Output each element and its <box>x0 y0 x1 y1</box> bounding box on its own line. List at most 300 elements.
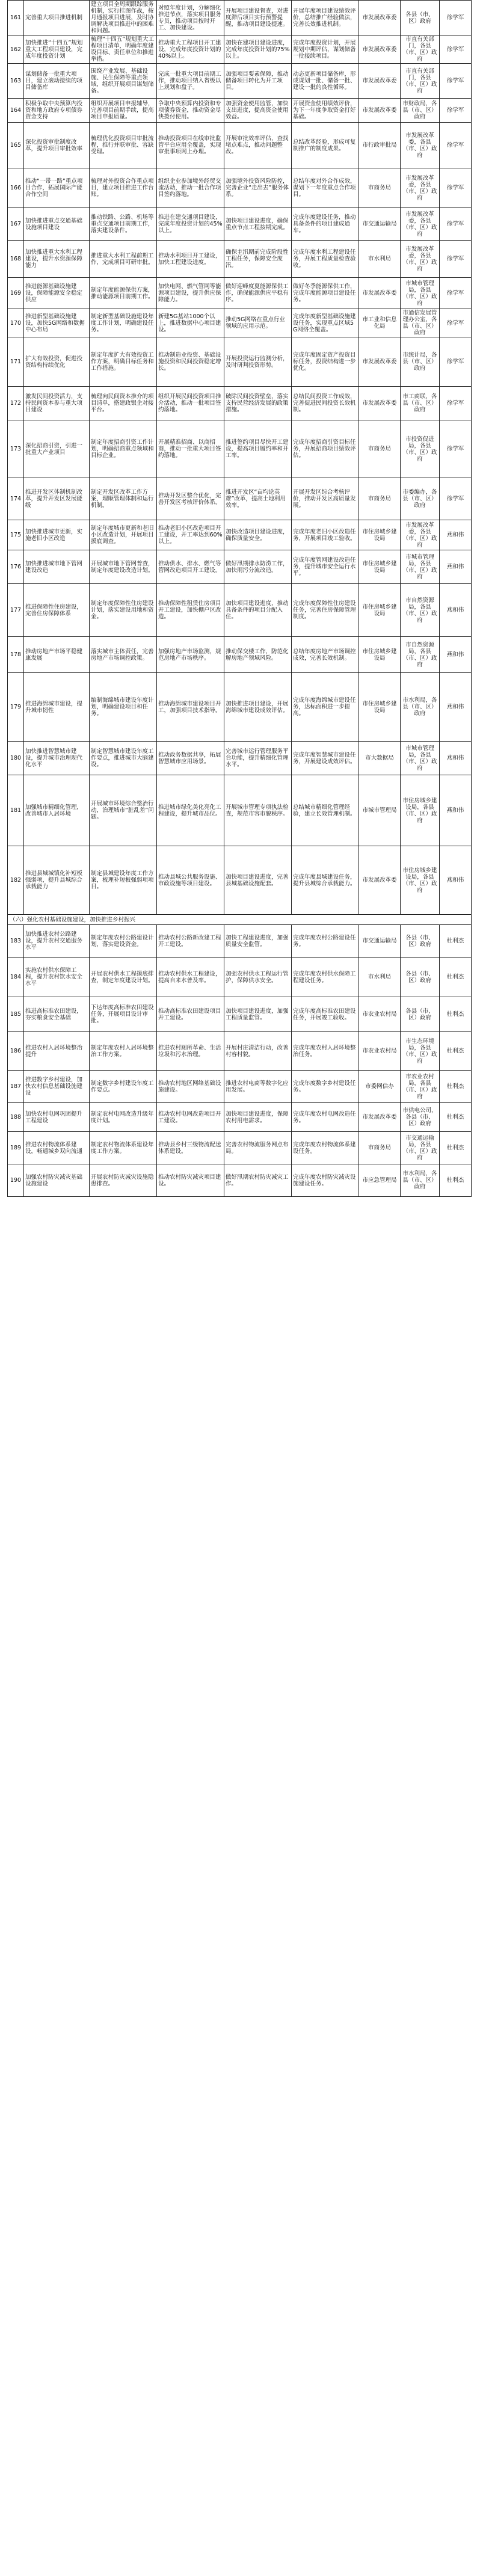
task-number: 179 <box>8 673 24 742</box>
milestone-q1: 制定数字乡村建设年度工作要点。 <box>90 1071 157 1103</box>
responsible-unit: 市农业农村局，各县（市、区）政府 <box>401 1071 440 1103</box>
table-row <box>8 1071 472 1103</box>
milestone-q1: 制定年度扩大有效投资工作方案，明确目标任务和工作措施。 <box>90 337 157 387</box>
milestone-q1: 制定年度农村人居环境整治工作方案。 <box>90 1032 157 1071</box>
table-row <box>8 584 472 637</box>
task-number: 182 <box>8 846 24 915</box>
milestone-q4: 完成年度建设任务，推动具备条件的项目建成通车。 <box>292 208 359 241</box>
milestone-q4: 完成年度管网建设改造任务，提升城市安全运行水平。 <box>292 550 359 584</box>
task-item: 扩大有效投资，促进投资结构持续优化 <box>24 337 90 387</box>
lead-unit: 市住房城乡建设局 <box>359 637 401 673</box>
milestone-q4: 完成年度数字乡村建设任务。 <box>292 1071 359 1103</box>
task-item: 推进新型基础设施建设，加快5G网络和数据中心布局 <box>24 309 90 337</box>
milestone-q4: 完成年度高标准农田建设任务，开展竣工验收。 <box>292 997 359 1032</box>
task-item: 加强农村防灾减灾基础设施建设 <box>24 1164 90 1197</box>
task-item: 推进能源基础设施建设，保障能源安全稳定供应 <box>24 278 90 309</box>
table-row <box>8 550 472 584</box>
task-number: 175 <box>8 520 24 550</box>
milestone-q3: 开展村庄清洁行动，改善村容村貌。 <box>224 1032 292 1071</box>
task-item: 谋划储备一批重大项目，建立滚动接续的项目储备库 <box>24 64 90 99</box>
milestone-q3: 推进签约项目尽快开工建设，提高项目履约率和开工率。 <box>224 420 292 478</box>
table-row <box>8 337 472 387</box>
milestone-q2: 推动农村供水工程建设，提高自来水普及率。 <box>157 958 224 997</box>
responsible-leader: 杜利杰 <box>440 997 472 1032</box>
lead-unit: 市城市管理局 <box>359 775 401 846</box>
milestone-q4: 动态更新项目储备库，形成谋划一批、储备一批、建设一批的良性循环。 <box>292 64 359 99</box>
milestone-q3: 加快工程建设进度，加强质量安全监管。 <box>224 925 292 958</box>
responsible-unit: 市供电公司，各县（市、区）政府 <box>401 1103 440 1132</box>
milestone-q2: 推动农村防灾减灾项目建设。 <box>157 1164 224 1197</box>
responsible-leader: 徐学军 <box>440 278 472 309</box>
milestone-q4: 开展资金使用绩效评价，为下一年度争取资金打好基础。 <box>292 99 359 123</box>
task-table-body-2 <box>8 925 472 1197</box>
milestone-q1: 制定年度城市更新和老旧小区改造计划，开展项目摸底调查。 <box>90 520 157 550</box>
milestone-q1: 组织开展项目申报辅导，完善项目前期手续，提高项目申报质量。 <box>90 99 157 123</box>
task-number: 168 <box>8 241 24 278</box>
responsible-unit: 市交通运输局，各县（市、区）政府 <box>401 1132 440 1164</box>
task-number: 173 <box>8 420 24 478</box>
milestone-q3: 加强农村供水工程运行管护，保障供水安全。 <box>224 958 292 997</box>
table-row <box>8 1 472 35</box>
milestone-q3: 破除民间投资壁垒，落实支持民营经济发展的政策措施。 <box>224 387 292 420</box>
milestone-q2: 推动高标准农田建设项目开工建设。 <box>157 997 224 1032</box>
responsible-leader: 燕和伟 <box>440 584 472 637</box>
milestone-q4: 完成年度水利工程建设任务，开展工程质量检查验收。 <box>292 241 359 278</box>
lead-unit: 市水利局 <box>359 958 401 997</box>
responsible-leader: 徐学军 <box>440 99 472 123</box>
task-number: 174 <box>8 478 24 520</box>
milestone-q1: 建立项目全周期跟踪服务机制，实行挂图作战，按月通报项目进展，及时协调解决项目推进中的困难和问题。 <box>90 1 157 35</box>
milestone-q4: 完成年度农村供水保障工程建设任务。 <box>292 958 359 997</box>
task-number: 172 <box>8 387 24 420</box>
milestone-q1: 开展农村防灾减灾设施隐患排查。 <box>90 1164 157 1197</box>
task-item: 推进保障性住房建设，完善住房保障体系 <box>24 584 90 637</box>
milestone-q1: 制定年度农村公路建设计划，落实建设资金。 <box>90 925 157 958</box>
responsible-unit: 市发展改革委，各县（市、区）政府 <box>401 208 440 241</box>
table-row <box>8 64 472 99</box>
milestone-q3: 做好汛期排水防涝工作，加快雨污分流改造。 <box>224 550 292 584</box>
milestone-q1: 梳理对外投资合作重点项目，建立项目推进工作台账。 <box>90 168 157 208</box>
task-item: 推动“一带一路”重点项目合作，拓展国际产能合作空间 <box>24 168 90 208</box>
task-item: 实施农村供水保障工程，提升农村饮水安全水平 <box>24 958 90 997</box>
table-row <box>8 309 472 337</box>
lead-unit: 市发展改革委 <box>359 64 401 99</box>
responsible-unit: 市通信发展管理办公室，各县（市、区）政府 <box>401 309 440 337</box>
task-number: 170 <box>8 309 24 337</box>
task-number: 176 <box>8 550 24 584</box>
milestone-q1: 开展城市环境综合整治行动，治理城市“脏乱差”问题。 <box>90 775 157 846</box>
table-row <box>8 1103 472 1132</box>
milestone-q2: 推动海绵城市建设项目开工，加强项目技术指导。 <box>157 673 224 742</box>
lead-unit: 市住房城乡建设局 <box>359 550 401 584</box>
lead-unit: 市交通运输局 <box>359 925 401 958</box>
responsible-unit: 市自然资源局，各县（市、区）政府 <box>401 584 440 637</box>
task-item: 加快农村电网巩固提升工程建设 <box>24 1103 90 1132</box>
milestone-q2: 推动农村公路新改建工程开工建设。 <box>157 925 224 958</box>
responsible-unit: 市投资促进局，各县（市、区）政府 <box>401 420 440 478</box>
lead-unit: 市工业和信息化局 <box>359 309 401 337</box>
task-item: 加快推进智慧城市建设，提升城市治理现代化水平 <box>24 742 90 775</box>
milestone-q4: 总结城市精细化管理经验，建立长效管理机制。 <box>292 775 359 846</box>
milestone-q1: 梳理向民间资本推介的项目清单，搭建政银企对接平台。 <box>90 387 157 420</box>
lead-unit: 市发展改革委 <box>359 99 401 123</box>
responsible-leader: 杜利杰 <box>440 1132 472 1164</box>
milestone-q3: 确保主汛期前完成阶段性工程任务，保障安全度汛。 <box>224 241 292 278</box>
milestone-q1: 制定年度能源保供方案，推动能源项目前期工作。 <box>90 278 157 309</box>
task-number: 188 <box>8 1103 24 1132</box>
milestone-q2: 推动供水、排水、燃气等管网改造项目开工建设。 <box>157 550 224 584</box>
milestone-q1: 制定新型基础设施建设年度工作计划，明确建设任务。 <box>90 309 157 337</box>
task-number: 181 <box>8 775 24 846</box>
milestone-q1: 制定智慧城市建设年度工作要点，推进城市大脑建设。 <box>90 742 157 775</box>
table-row <box>8 35 472 64</box>
task-item: 推进数字乡村建设，加快农村信息基础设施建设 <box>24 1071 90 1103</box>
milestone-q3: 推动5G网络在重点行业领域的应用示范。 <box>224 309 292 337</box>
milestone-q2: 推动老旧小区改造项目开工建设，开工率达到60%以上。 <box>157 520 224 550</box>
lead-unit: 市大数据局 <box>359 742 401 775</box>
milestone-q4: 开展开发区综合考核评价，推动开发区高质量发展。 <box>292 478 359 520</box>
task-item: 激发民间投资活力，支持民间资本参与重大项目建设 <box>24 387 90 420</box>
milestone-q3: 加快在建项目建设进度，完成年度投资计划的75%以上。 <box>224 35 292 64</box>
table-row <box>8 208 472 241</box>
milestone-q2: 推动农村地区网络基础设施建设。 <box>157 1071 224 1103</box>
milestone-q1: 制定县城建设年度工作方案，梳理补短板强弱项项目。 <box>90 846 157 915</box>
responsible-leader: 杜利杰 <box>440 1164 472 1197</box>
task-number: 166 <box>8 168 24 208</box>
task-number: 189 <box>8 1132 24 1164</box>
task-item: 推进高标准农田建设，夯实粮食安全基础 <box>24 997 90 1032</box>
milestone-q2: 推动开发区整合优化，完善开发区考核评价体系。 <box>157 478 224 520</box>
milestone-q2: 推动制造业投资、基础设施投资和民间投资稳定增长。 <box>157 337 224 387</box>
task-item: 积极争取中央预算内投资和地方政府专项债券资金支持 <box>24 99 90 123</box>
milestone-q1: 梳理优化投资项目审批流程，推行并联审批、容缺受理。 <box>90 123 157 168</box>
responsible-unit: 市财政局，各县（市、区）政府 <box>401 99 440 123</box>
lead-unit: 市发展改革委 <box>359 278 401 309</box>
responsible-unit: 市委编办，各县（市、区）政府 <box>401 478 440 520</box>
table-row <box>8 1132 472 1164</box>
task-number: 171 <box>8 337 24 387</box>
responsible-unit: 市城市管理局，各县（市、区）政府 <box>401 742 440 775</box>
milestone-q4: 完成年度农村防灾减灾设施建设任务。 <box>292 1164 359 1197</box>
table-row <box>8 520 472 550</box>
responsible-unit: 市水利局，各县（市、区）政府 <box>401 1164 440 1197</box>
milestone-q1: 制定农村物流体系建设年度工作方案。 <box>90 1132 157 1164</box>
milestone-q1: 制定年度保障性住房建设计划，落实建设用地和资金。 <box>90 584 157 637</box>
task-item: 深化投资审批制度改革，提升项目审批效率 <box>24 123 90 168</box>
lead-unit: 市农业农村局 <box>359 1032 401 1071</box>
milestone-q3: 做好汛期农村防灾减灾工作。 <box>224 1164 292 1197</box>
responsible-leader: 徐学军 <box>440 387 472 420</box>
responsible-leader: 杜利杰 <box>440 1071 472 1103</box>
milestone-q4: 开展年度项目建设绩效评价，总结推广经验做法，完善长效推进机制。 <box>292 1 359 35</box>
task-item: 加快推进“十四五”规划重大工程项目建设，完成年度投资计划 <box>24 35 90 64</box>
milestone-q3: 加快项目建设进度，确保重点节点工程按期完成。 <box>224 208 292 241</box>
lead-unit: 市商务局 <box>359 1132 401 1164</box>
milestone-q3: 完善城市运行管理服务平台功能，提升精细化管理水平。 <box>224 742 292 775</box>
table-row <box>8 997 472 1032</box>
milestone-q3: 做好迎峰度夏能源保供工作，确保能源供应平稳有序。 <box>224 278 292 309</box>
task-number: 161 <box>8 1 24 35</box>
responsible-unit: 市城市管理局，各县（市、区）政府 <box>401 278 440 309</box>
responsible-unit: 市自然资源局，各县（市、区）政府 <box>401 637 440 673</box>
milestone-q1: 落实城市主体责任，完善房地产市场调控政策。 <box>90 637 157 673</box>
task-item: 加快推进城市地下管网建设改造 <box>24 550 90 584</box>
lead-unit: 市住房城乡建设局 <box>359 673 401 742</box>
lead-unit: 市商务局 <box>359 168 401 208</box>
milestone-q4: 完成年度县城建设任务，提升县城综合承载能力。 <box>292 846 359 915</box>
table-row <box>8 123 472 168</box>
milestone-q3: 开展城市管理专项执法检查，规范市容市貌秩序。 <box>224 775 292 846</box>
task-number: 164 <box>8 99 24 123</box>
task-number: 163 <box>8 64 24 99</box>
milestone-q2: 推动县乡村三级物流配送体系建设。 <box>157 1132 224 1164</box>
milestone-q3: 加强境外投资风险防控，完善企业“走出去”服务体系。 <box>224 168 292 208</box>
task-number: 184 <box>8 958 24 997</box>
milestone-q2: 加快电网、燃气管网等能源项目建设，提升供应保障能力。 <box>157 278 224 309</box>
table-row <box>8 168 472 208</box>
responsible-leader: 徐学军 <box>440 241 472 278</box>
milestone-q4: 完成年度老旧小区改造任务，开展项目竣工验收。 <box>292 520 359 550</box>
responsible-leader: 杜利杰 <box>440 1103 472 1132</box>
milestone-q3: 加强资金使用监管，加快支出进度，提高资金使用效益。 <box>224 99 292 123</box>
milestone-q2: 加强房地产市场监测，规范房地产市场秩序。 <box>157 637 224 673</box>
milestone-q3: 加快项目建设进度，加强工程质量监管。 <box>224 997 292 1032</box>
task-item: 加快推进重点交通基础设施项目建设 <box>24 208 90 241</box>
milestone-q2: 推动农村电网改造项目开工建设。 <box>157 1103 224 1132</box>
lead-unit: 市水利局 <box>359 241 401 278</box>
responsible-leader: 徐学军 <box>440 168 472 208</box>
responsible-unit: 市生态环境局，各县（市、区）政府 <box>401 1032 440 1071</box>
responsible-leader: 徐学军 <box>440 208 472 241</box>
milestone-q1: 制定农村电网改造升级年度计划。 <box>90 1103 157 1132</box>
responsible-unit: 各县（市、区）政府 <box>401 1 440 35</box>
responsible-leader: 燕和伟 <box>440 846 472 915</box>
responsible-leader: 燕和伟 <box>440 637 472 673</box>
responsible-leader: 徐学军 <box>440 478 472 520</box>
task-item: 加强城市精细化管理，改善城市人居环境 <box>24 775 90 846</box>
table-row <box>8 673 472 742</box>
milestone-q2: 推动水利项目开工建设，加快工程建设进度。 <box>157 241 224 278</box>
responsible-unit: 各县（市、区）政府 <box>401 958 440 997</box>
lead-unit: 市商务局 <box>359 478 401 520</box>
responsible-leader: 徐学军 <box>440 64 472 99</box>
milestone-q1: 开展农村供水工程摸底排查，制定年度建设计划。 <box>90 958 157 997</box>
task-table-body <box>8 1 472 915</box>
milestone-q4: 总结改革经验，形成可复制推广的制度成果。 <box>292 123 359 168</box>
lead-unit: 市住房城乡建设局 <box>359 520 401 550</box>
milestone-q4: 总结年度对外合作成效，谋划下一年度重点合作项目。 <box>292 168 359 208</box>
lead-unit: 市商务局 <box>359 420 401 478</box>
milestone-q4: 完成年度智慧城市建设任务，开展建设成效评估。 <box>292 742 359 775</box>
milestone-q2: 推动保障性租赁住房项目开工建设，加快棚户区改造。 <box>157 584 224 637</box>
task-number: 177 <box>8 584 24 637</box>
responsible-unit: 市发展改革委，各县（市、区）政府 <box>401 123 440 168</box>
table-row <box>8 925 472 958</box>
responsible-leader: 杜利杰 <box>440 958 472 997</box>
milestone-q2: 推动投资项目在线审批监管平台应用全覆盖，实现审批事项网上办理。 <box>157 123 224 168</box>
milestone-q3: 推进农村电商等数字化应用发展。 <box>224 1071 292 1103</box>
table-row <box>8 637 472 673</box>
milestone-q4: 完成年度农村人居环境整治任务。 <box>292 1032 359 1071</box>
lead-unit: 市发展改革委 <box>359 35 401 64</box>
lead-unit: 市住房城乡建设局 <box>359 584 401 637</box>
lead-unit: 市农业农村局 <box>359 997 401 1032</box>
task-item: 推动房地产市场平稳健康发展 <box>24 637 90 673</box>
milestone-q1: 推进重大水利工程前期工作，完成项目可研审批。 <box>90 241 157 278</box>
responsible-leader: 燕和伟 <box>440 520 472 550</box>
milestone-q4: 完成年度农村物流体系建设任务。 <box>292 1132 359 1164</box>
milestone-q4: 完成年度固定资产投资目标任务，投资结构进一步优化。 <box>292 337 359 387</box>
milestone-q4: 完成年度投资计划，开展规划中期评估，谋划储备一批接续项目。 <box>292 35 359 64</box>
task-item: 加快推进重大水利工程建设，提升水资源保障能力 <box>24 241 90 278</box>
responsible-leader: 杜利杰 <box>440 1032 472 1071</box>
lead-unit: 市发展改革委 <box>359 1 401 35</box>
responsible-leader: 徐学军 <box>440 420 472 478</box>
milestone-q3: 开展项目建设督查，对进度滞后项目实行预警提醒，推动项目建设提速。 <box>224 1 292 35</box>
lead-unit: 市发展改革委 <box>359 387 401 420</box>
responsible-leader: 徐学军 <box>440 1 472 35</box>
task-number: 165 <box>8 123 24 168</box>
responsible-leader: 燕和伟 <box>440 775 472 846</box>
milestone-q4: 完成年度保障性住房建设任务，完善住房保障管理制度。 <box>292 584 359 637</box>
table-row <box>8 1032 472 1071</box>
table-row <box>8 846 472 915</box>
section-label: （六）强化农村基础设施建设，加快推进乡村振兴 <box>8 915 472 925</box>
responsible-leader: 徐学军 <box>440 35 472 64</box>
task-item: 推进开发区体制机制改革，提升开发区发展能级 <box>24 478 90 520</box>
milestone-q2: 推动县城公共服务设施、市政设施等项目建设。 <box>157 846 224 915</box>
task-item: 推进海绵城市建设，提升城市韧性 <box>24 673 90 742</box>
responsible-leader: 徐学军 <box>440 309 472 337</box>
task-number: 169 <box>8 278 24 309</box>
milestone-q4: 总结年度房地产市场调控成效，完善长效机制。 <box>292 637 359 673</box>
table-row <box>8 99 472 123</box>
milestone-q3: 加强项目要素保障，推动储备项目转化为开工项目。 <box>224 64 292 99</box>
lead-unit: 市行政审批局 <box>359 123 401 168</box>
milestone-q4: 完成年度新型基础设施建设任务，实现重点区域5G网络全覆盖。 <box>292 309 359 337</box>
responsible-leader: 燕和伟 <box>440 550 472 584</box>
task-item: 推进农村人居环境整治提升 <box>24 1032 90 1071</box>
table-row <box>8 775 472 846</box>
table-row <box>8 387 472 420</box>
lead-unit: 市应急管理局 <box>359 1164 401 1197</box>
task-number: 167 <box>8 208 24 241</box>
milestone-q2: 开展精准招商、以商招商，推动一批重大项目签约落地。 <box>157 420 224 478</box>
responsible-unit: 市住房城乡建设局，各县（市、区）政府 <box>401 846 440 915</box>
milestone-q2: 完成一批重大项目前期工作，推动项目纳入省级以上规划和盘子。 <box>157 64 224 99</box>
responsible-unit: 各县（市、区）政府 <box>401 925 440 958</box>
section-row <box>8 915 472 925</box>
responsible-unit: 市直有关部门，各县（市、区）政府 <box>401 35 440 64</box>
responsible-leader: 徐学军 <box>440 337 472 387</box>
milestone-q4: 完成年度招商引资目标任务，开展招商项目绩效评估。 <box>292 420 359 478</box>
milestone-q3: 加快改造项目建设进度，确保质量安全。 <box>224 520 292 550</box>
task-item: 深化招商引资，引进一批重大产业项目 <box>24 420 90 478</box>
milestone-q4: 总结民间投资工作成效，完善促进民间投资长效机制。 <box>292 387 359 420</box>
responsible-unit: 市发展改革委，各县（市、区）政府 <box>401 168 440 208</box>
task-number: 183 <box>8 925 24 958</box>
task-number: 162 <box>8 35 24 64</box>
table-row <box>8 958 472 997</box>
task-number: 178 <box>8 637 24 673</box>
task-item: 完善重大项目推进机制 <box>24 1 90 35</box>
task-table-sheet <box>7 0 470 1197</box>
table-row <box>8 478 472 520</box>
table-row <box>8 241 472 278</box>
lead-unit: 市委网信办 <box>359 1071 401 1103</box>
lead-unit: 市发展改革委 <box>359 337 401 387</box>
task-table-section <box>8 915 472 925</box>
table-row <box>8 420 472 478</box>
milestone-q3: 推动保交楼工作，防范化解房地产领域风险。 <box>224 637 292 673</box>
milestone-q2: 组织开展民间投资项目推介活动，推动一批项目签约落地。 <box>157 387 224 420</box>
milestone-q2: 推动重大工程项目开工建设，完成年度投资计划的40%以上。 <box>157 35 224 64</box>
responsible-leader: 徐学军 <box>440 123 472 168</box>
milestone-q2: 推进在建交通项目建设，完成年度投资计划的45%以上。 <box>157 208 224 241</box>
task-number: 190 <box>8 1164 24 1197</box>
responsible-unit: 市工商联，各县（市、区）政府 <box>401 387 440 420</box>
milestone-q2: 推动政务数据共享，拓展智慧城市应用场景。 <box>157 742 224 775</box>
task-number: 180 <box>8 742 24 775</box>
milestone-q4: 完成年度海绵城市建设任务，达标面积进一步提高。 <box>292 673 359 742</box>
milestone-q3: 加快项目建设进度，推动具备条件的项目分配入住。 <box>224 584 292 637</box>
milestone-q4: 完成年度农村电网改造任务。 <box>292 1103 359 1132</box>
milestone-q3: 加快项目建设进度，保障农村用电需求。 <box>224 1103 292 1132</box>
task-item: 加快推进农村公路建设，提升农村交通服务水平 <box>24 925 90 958</box>
milestone-q3: 加快项目建设进度，完善县城基础设施配套。 <box>224 846 292 915</box>
milestone-q2: 对照年度计划，分解细化推进节点，落实项目服务专员，推动项目按时开工、加快建设。 <box>157 1 224 35</box>
responsible-unit: 市发展改革委，各县（市、区）政府 <box>401 241 440 278</box>
milestone-q1: 梳理“十四五”规划重大工程项目清单，明确年度建设目标、责任单位和推进举措。 <box>90 35 157 64</box>
milestone-q1: 制定开发区改革工作方案，理顺管理体制和运行机制。 <box>90 478 157 520</box>
responsible-unit: 各县（市、区）政府 <box>401 997 440 1032</box>
milestone-q3: 开展投资运行监测分析，及时研判投资形势。 <box>224 337 292 387</box>
task-table <box>7 0 472 1197</box>
task-number: 186 <box>8 1032 24 1071</box>
responsible-unit: 市住房城乡建设局，各县（市、区）政府 <box>401 775 440 846</box>
milestone-q2: 争取中央预算内投资和专项债券资金，推动资金尽快拨付使用。 <box>157 99 224 123</box>
milestone-q1: 下达年度高标准农田建设任务，开展项目设计审批。 <box>90 997 157 1032</box>
milestone-q1: 制定年度招商引资工作计划，明确招商重点领域和目标企业。 <box>90 420 157 478</box>
task-number: 185 <box>8 997 24 1032</box>
milestone-q1: 推动铁路、公路、机场等重点交通项目前期工作，落实建设条件。 <box>90 208 157 241</box>
task-item: 推进县城城镇化补短板强弱项，提升县城综合承载能力 <box>24 846 90 915</box>
milestone-q3: 开展审批效率评估，查找堵点难点，推动问题整改。 <box>224 123 292 168</box>
responsible-unit: 市城市管理局，各县（市、区）政府 <box>401 550 440 584</box>
milestone-q3: 加快推进项目建设，开展海绵城市建设成效评估。 <box>224 673 292 742</box>
task-item: 加快推进城市更新，实施老旧小区改造 <box>24 520 90 550</box>
responsible-unit: 市直有关部门，各县（市、区）政府 <box>401 64 440 99</box>
responsible-unit: 市统计局，各县（市、区）政府 <box>401 337 440 387</box>
milestone-q4: 完成年度农村公路建设任务。 <box>292 925 359 958</box>
task-number: 187 <box>8 1071 24 1103</box>
lead-unit: 市发展改革委 <box>359 1103 401 1132</box>
milestone-q3: 完善农村物流服务网点布局。 <box>224 1132 292 1164</box>
milestone-q2: 推进农村厕所革命、生活垃圾和污水治理。 <box>157 1032 224 1071</box>
milestone-q2: 新建5G基站1000个以上，推进数据中心项目建设。 <box>157 309 224 337</box>
milestone-q1: 开展城市地下管网普查，制定年度建设改造计划。 <box>90 550 157 584</box>
lead-unit: 市发展改革委 <box>359 846 401 915</box>
milestone-q2: 组织企业参加境外经贸交流活动，推动一批合作项目签约落地。 <box>157 168 224 208</box>
table-row <box>8 278 472 309</box>
table-row <box>8 1164 472 1197</box>
milestone-q2: 推进城市绿化美化亮化工程建设，提升城市品位。 <box>157 775 224 846</box>
task-item: 推进农村物流体系建设，畅通城乡双向流通 <box>24 1132 90 1164</box>
responsible-leader: 燕和伟 <box>440 742 472 775</box>
responsible-leader: 杜利杰 <box>440 925 472 958</box>
milestone-q4: 做好冬季能源保供工作，完成年度能源项目建设任务。 <box>292 278 359 309</box>
lead-unit: 市交通运输局 <box>359 208 401 241</box>
